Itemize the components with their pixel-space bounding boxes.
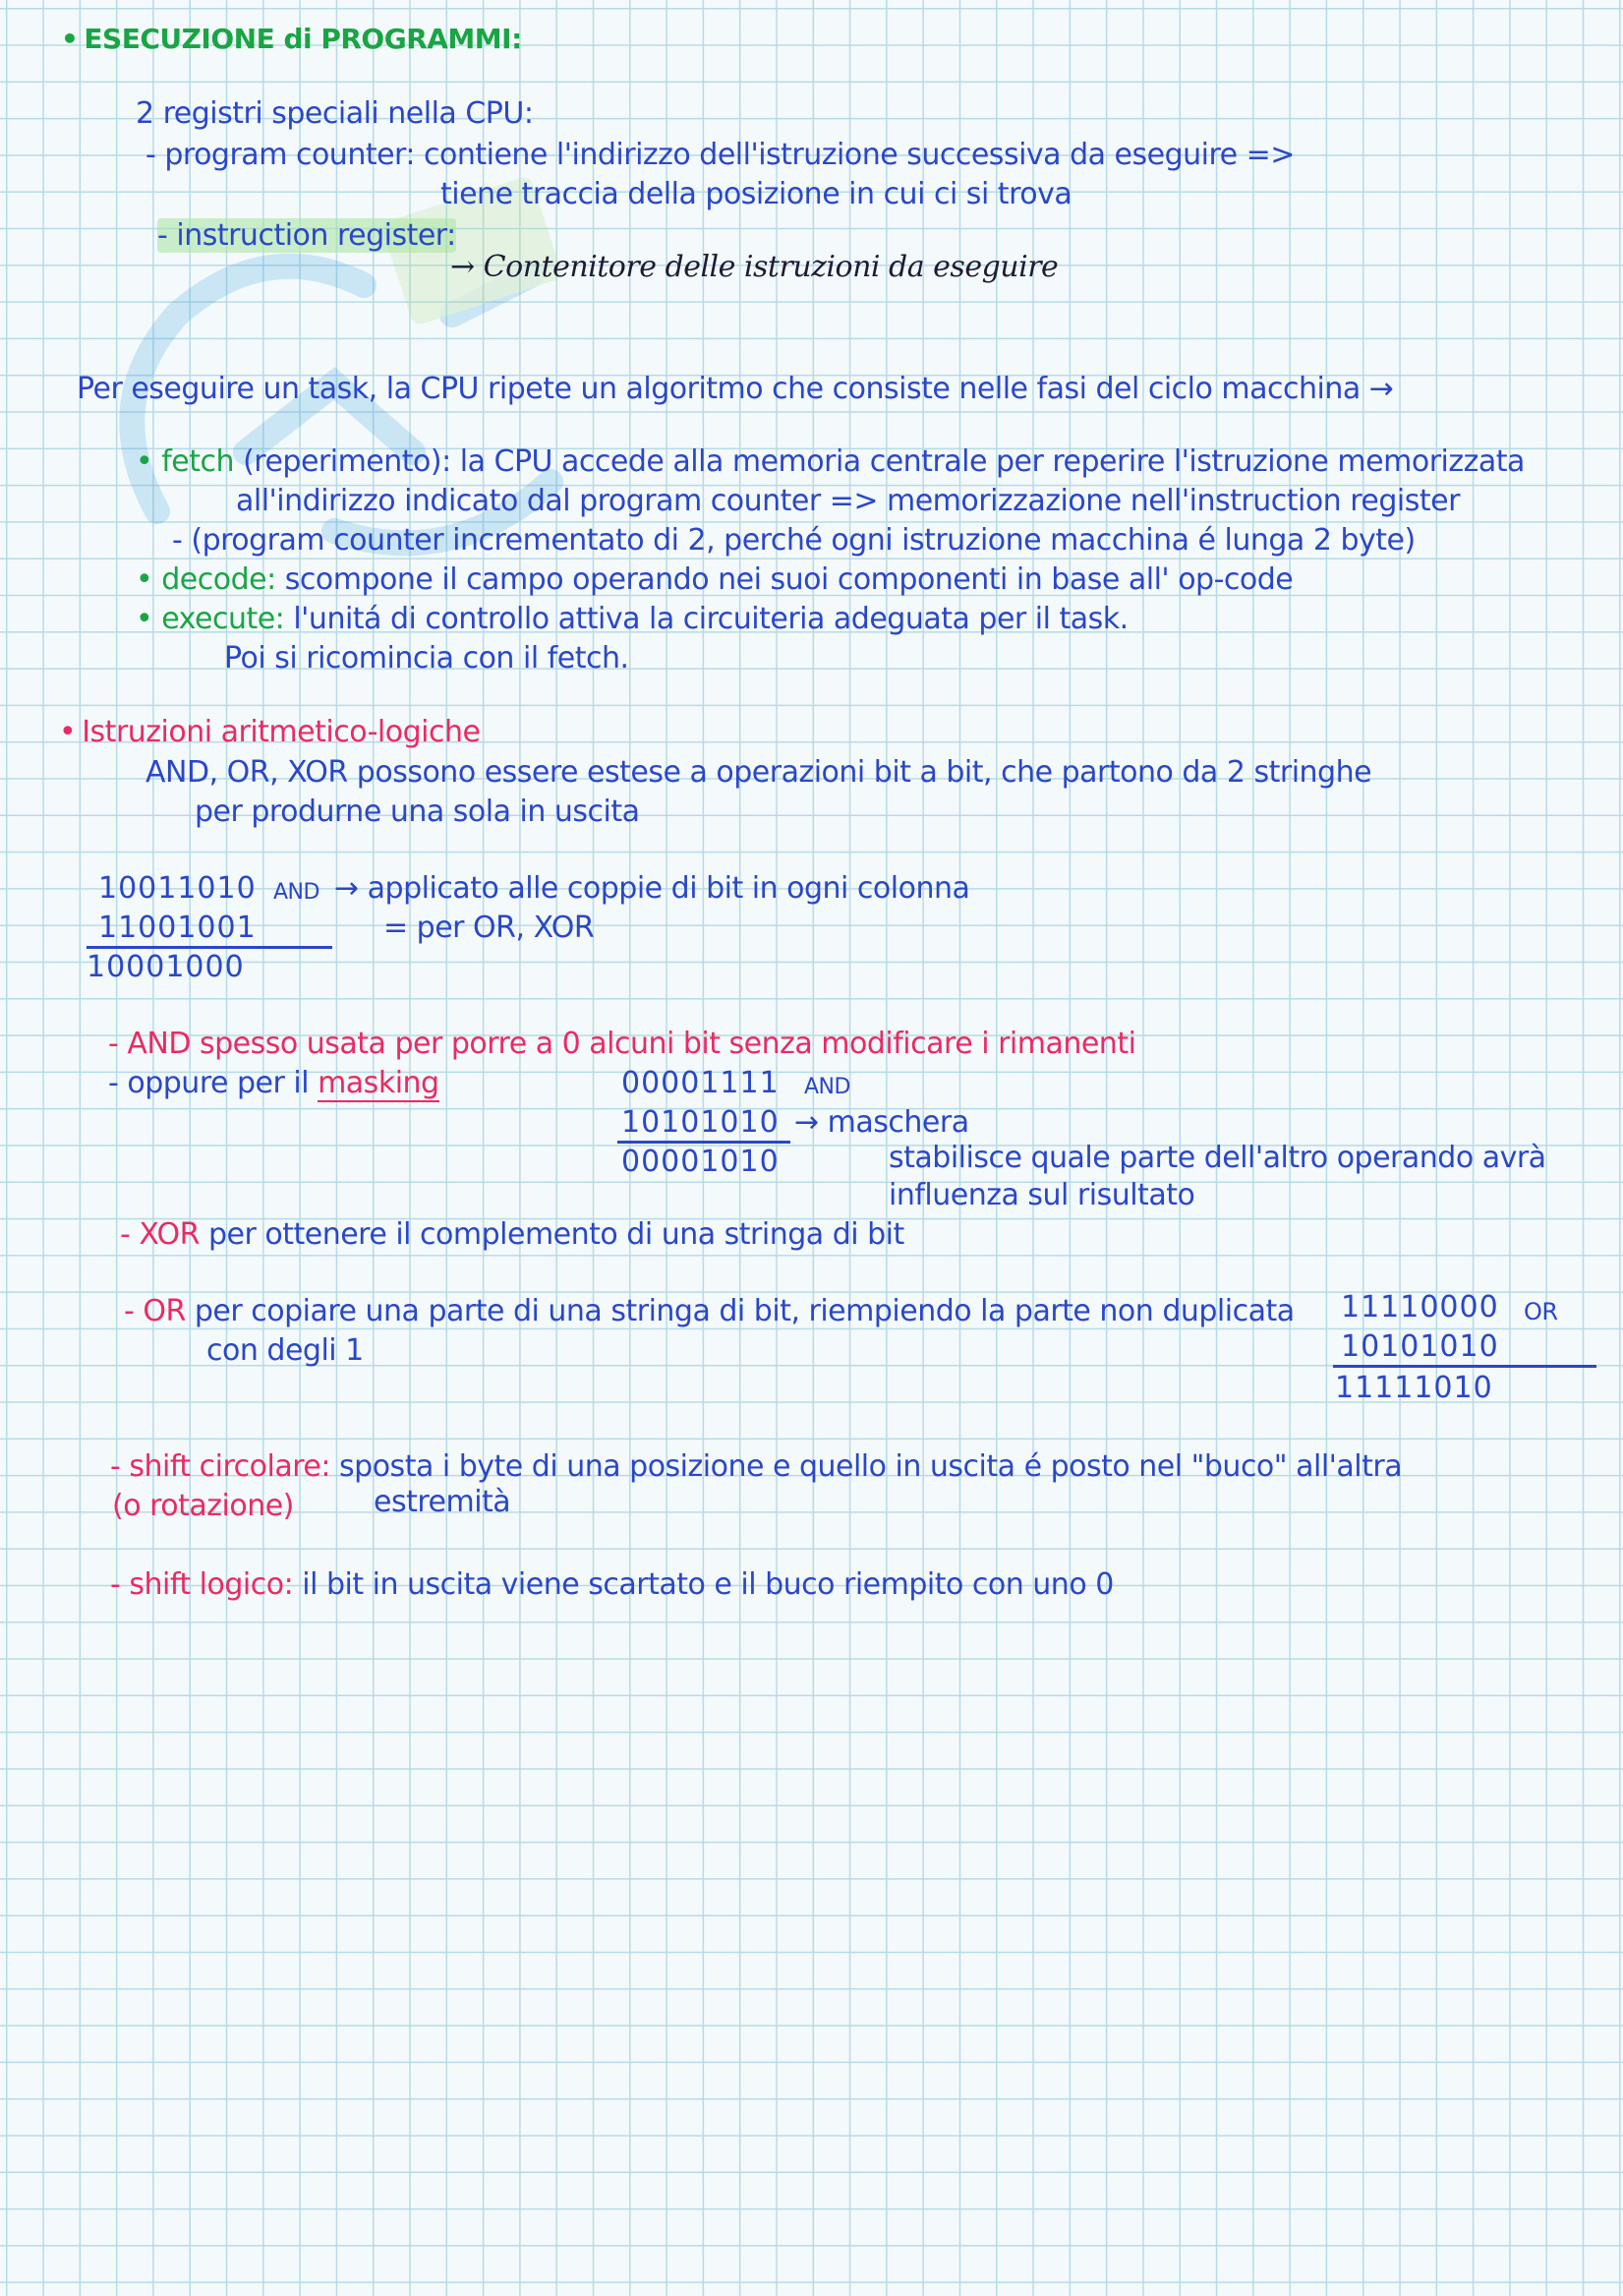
mask-divider xyxy=(617,1141,790,1144)
program-counter-line: - program counter: contiene l'indirizzo dell'istruzione successiva da eseguire => xyxy=(145,138,1295,172)
mask-b: 10101010 xyxy=(621,1105,780,1140)
execute-label: execute: xyxy=(161,602,285,636)
instruction-register-label: - instruction register: xyxy=(157,218,456,253)
fetch-label: fetch xyxy=(161,444,235,479)
and-usage-line: - AND spesso usata per porre a 0 alcuni bit senza modificare i rimanenti xyxy=(108,1027,1136,1061)
xor-line: - XOR per ottenere il complemento di una stringa di bit xyxy=(120,1217,904,1252)
or-example-b: 10101010 xyxy=(1341,1329,1499,1364)
and-example-divider xyxy=(87,946,332,949)
program-counter-line-2: tiene traccia della posizione in cui ci si trova xyxy=(440,177,1072,211)
logic-intro-1: AND, OR, XOR possono essere estese a operazioni bit a bit, che partono da 2 stringhe xyxy=(145,755,1372,790)
and-example-note-2: = per OR, XOR xyxy=(383,911,595,945)
and-example-result: 10001000 xyxy=(87,950,245,984)
restart-line: Poi si ricomincia con il fetch. xyxy=(224,641,629,676)
heading-esecuzione-programmi: • ESECUZIONE di PROGRAMMI: xyxy=(61,23,522,55)
shift-circular-line-2: estremità xyxy=(374,1485,511,1519)
mask-a: 00001111 xyxy=(621,1066,780,1100)
and-example-b: 11001001 xyxy=(98,911,257,945)
or-example-result: 11111010 xyxy=(1335,1371,1493,1405)
and-example-a: 10011010 xyxy=(98,871,257,906)
or-label: - OR xyxy=(124,1294,186,1328)
or-example-a: 11110000 xyxy=(1341,1290,1499,1325)
shift-circular-label: - shift circolare: xyxy=(110,1449,330,1484)
cycle-intro: Per eseguire un task, la CPU ripete un algoritmo che consiste nelle fasi del ciclo macchina → xyxy=(77,372,1394,406)
and-example-op: AND xyxy=(273,880,319,905)
mask-op: AND xyxy=(804,1075,850,1099)
masking-line: - oppure per il masking xyxy=(108,1066,439,1100)
instruction-register-desc: → Contenitore delle istruzioni da eseguire xyxy=(450,250,1059,284)
shift-circular-paren: (o rotazione) xyxy=(112,1489,294,1523)
shift-logical-line: - shift logico: il bit in uscita viene scartato e il buco riempito con uno 0 xyxy=(110,1567,1114,1602)
and-example-note: → applicato alle coppie di bit in ogni colonna xyxy=(334,871,970,906)
fetch-line-3: - (program counter incrementato di 2, perché ogni istruzione macchina é lunga 2 byte) xyxy=(172,523,1416,558)
decode-line: • decode: scompone il campo operando nei suoi componenti in base all' op-code xyxy=(136,562,1294,597)
mask-result: 00001010 xyxy=(621,1145,780,1179)
or-line-1: - OR per copiare una parte di una stringa di bit, riempiendo la parte non duplicata xyxy=(124,1294,1295,1328)
logic-intro-2: per produrne una sola in uscita xyxy=(195,795,640,829)
fetch-line-1: • fetch (reperimento): la CPU accede alla memoria centrale per reperire l'istruzione memorizzata xyxy=(136,444,1525,479)
mask-arrow-label: → maschera xyxy=(794,1105,969,1140)
registers-intro: 2 registri speciali nella CPU: xyxy=(136,96,534,131)
decode-label: decode: xyxy=(161,562,276,597)
mask-desc-1: stabilisce quale parte dell'altro operando avrà xyxy=(889,1141,1546,1175)
or-example-divider xyxy=(1333,1365,1596,1368)
shift-circular-line-1: - shift circolare: sposta i byte di una posizione e quello in uscita é posto nel "buco" all'altra xyxy=(110,1449,1403,1484)
xor-label: - XOR xyxy=(120,1217,200,1252)
execute-line: • execute: l'unitá di controllo attiva la circuiteria adeguata per il task. xyxy=(136,602,1129,636)
or-line-2: con degli 1 xyxy=(206,1333,364,1368)
logic-heading: • Istruzioni aritmetico-logiche xyxy=(59,715,481,749)
masking-word: masking xyxy=(318,1066,439,1100)
fetch-line-2: all'indirizzo indicato dal program counter => memorizzazione nell'instruction register xyxy=(236,484,1460,518)
or-example-op: OR xyxy=(1524,1298,1558,1325)
mask-desc-2: influenza sul risultato xyxy=(889,1178,1195,1212)
shift-logical-label: - shift logico: xyxy=(110,1567,294,1602)
